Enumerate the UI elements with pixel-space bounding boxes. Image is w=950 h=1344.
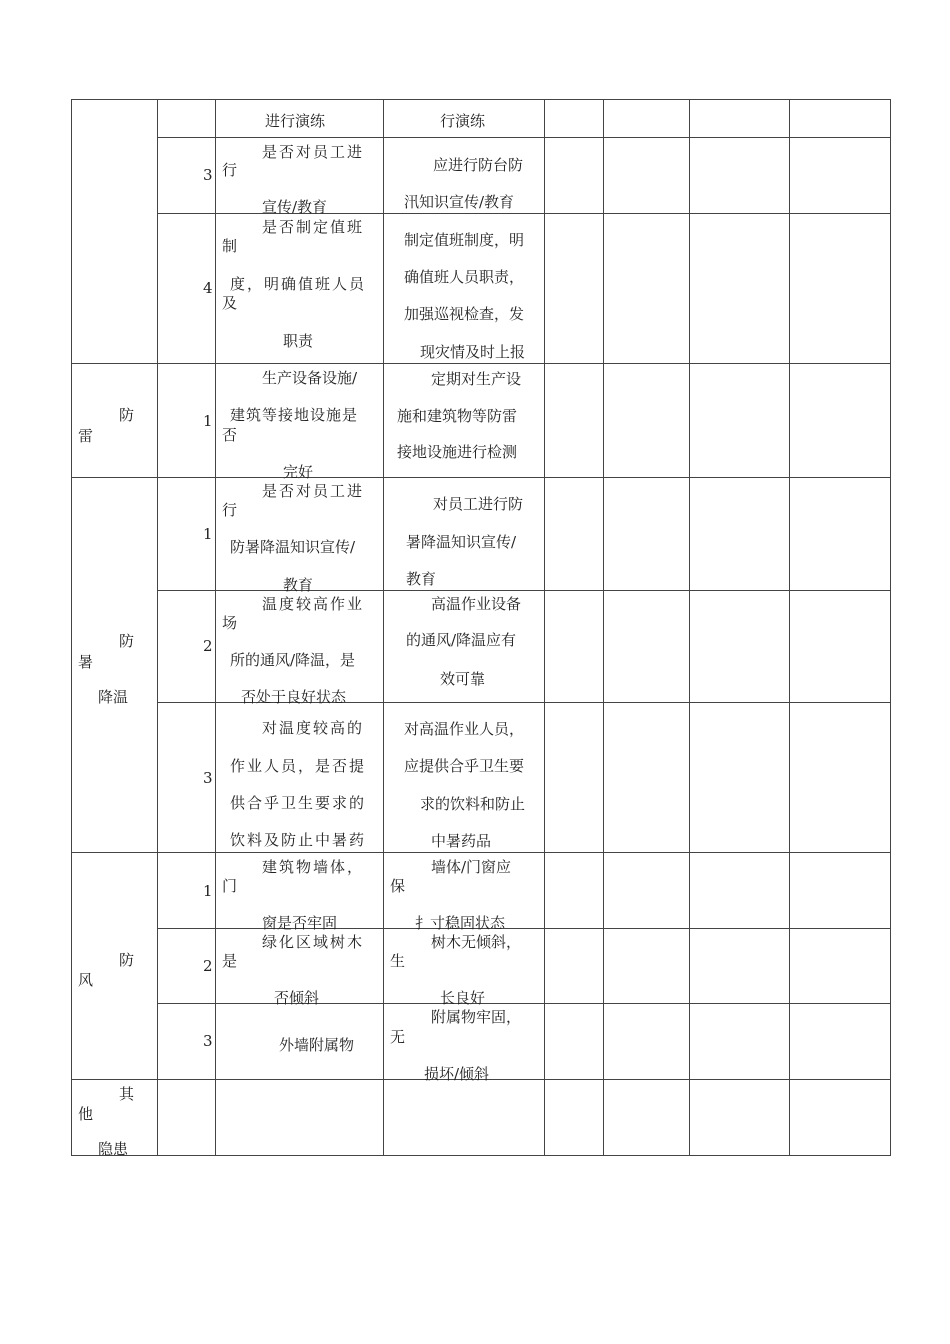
- requirement-text: 保: [390, 877, 406, 895]
- requirement-text: 求的饮料和防止: [420, 795, 526, 813]
- item-text: 饮料及防止中暑药: [230, 831, 367, 849]
- requirement-text: 长良好: [440, 989, 486, 1007]
- category-label: 防: [119, 632, 135, 650]
- item-text: 生产设备设施/: [262, 369, 358, 387]
- requirement-text: 教育: [406, 570, 437, 588]
- category-label: 其: [119, 1085, 135, 1103]
- requirement-text: 应进行防台防: [433, 156, 524, 174]
- item-text: 制: [222, 237, 238, 255]
- item-text: 绿化区域树木: [262, 933, 365, 951]
- item-text: 所的通风/降温，是: [230, 651, 356, 669]
- requirement-text: 确值班人员职责，: [404, 268, 525, 286]
- item-text: 是否对员工进: [262, 143, 365, 161]
- item-text: 否处于良好状态: [241, 688, 347, 706]
- category-label: 防: [119, 951, 135, 969]
- item-text: 行: [222, 501, 238, 519]
- row-number: 2: [203, 957, 213, 975]
- item-text: 进行演练: [265, 112, 326, 130]
- requirement-text: 暑降温知识宣传/: [406, 533, 517, 551]
- requirement-text: 墙体/门窗应: [431, 858, 512, 876]
- item-text: 防暑降温知识宣传/: [230, 538, 356, 556]
- requirement-text: 附属物牢固，: [431, 1008, 522, 1026]
- category-label: 风: [78, 971, 94, 989]
- item-text: 对温度较高的: [262, 719, 365, 737]
- category-label: 他: [78, 1105, 94, 1123]
- item-text: 宣传/教育: [262, 198, 328, 216]
- requirement-text: 无: [390, 1028, 406, 1046]
- requirement-text: 加强巡视检查，发: [404, 305, 525, 323]
- requirement-text: 制定值班制度，明: [404, 231, 525, 249]
- row-number: 3: [203, 166, 213, 184]
- category-label: 降温: [98, 688, 129, 706]
- row-number: 1: [203, 412, 213, 430]
- requirement-text: 中暑药品: [431, 832, 492, 850]
- item-text: 完好: [283, 463, 314, 481]
- item-text: 否倾斜: [274, 989, 320, 1007]
- requirement-text: 汛知识宣传/教育: [404, 193, 515, 211]
- item-text: 建筑等接地设施是: [230, 406, 359, 424]
- category-label: 隐患: [98, 1140, 129, 1158]
- row-number: 4: [203, 279, 213, 297]
- row-number: 1: [203, 882, 213, 900]
- item-text: 行: [222, 161, 238, 179]
- requirement-text: 高温作业设备: [431, 595, 522, 613]
- item-text: 教育: [283, 576, 314, 594]
- requirement-text: 接地设施进行检测: [397, 443, 518, 461]
- item-text: 度，明确值班人员: [230, 275, 367, 293]
- requirement-text: 的通风/降温应有: [406, 631, 517, 649]
- row-number: 2: [203, 637, 213, 655]
- item-text: 是否对员工进: [262, 482, 365, 500]
- requirement-text: 对高温作业人员，: [404, 720, 525, 738]
- category-label: 防: [119, 406, 135, 424]
- requirement-text: 生: [390, 952, 406, 970]
- requirement-text: 应提供合乎卫生要: [404, 757, 525, 775]
- requirement-text: 损坏/倾斜: [424, 1065, 490, 1083]
- category-label: 雷: [78, 427, 94, 445]
- item-text: 作业人员，是否提: [230, 757, 367, 775]
- requirement-text: 扌寸稳固状态: [415, 914, 506, 932]
- row-number: 3: [203, 769, 213, 787]
- item-text: 温度较高作业: [262, 595, 365, 613]
- item-text: 窗是否牢固: [262, 914, 338, 932]
- row-number: 1: [203, 525, 213, 543]
- requirement-text: 行演练: [440, 112, 486, 130]
- requirement-text: 现灾情及时上报: [420, 343, 526, 361]
- item-text: 供合乎卫生要求的: [230, 794, 367, 812]
- row-number: 3: [203, 1032, 213, 1050]
- item-text: 及: [222, 294, 238, 312]
- item-text: 场: [222, 614, 238, 632]
- requirement-text: 对员工进行防: [433, 495, 524, 513]
- item-text: 是: [222, 952, 238, 970]
- requirement-text: 施和建筑物等防雷: [397, 407, 518, 425]
- category-label: 暑: [78, 653, 94, 671]
- requirement-text: 定期对生产设: [431, 370, 522, 388]
- requirement-text: 树木无倾斜，: [431, 933, 522, 951]
- item-text: 门: [222, 877, 238, 895]
- item-text: 是否制定值班: [262, 218, 365, 236]
- item-text: 建筑物墙体，: [262, 858, 365, 876]
- item-text: 职责: [283, 332, 314, 350]
- requirement-text: 效可靠: [440, 670, 486, 688]
- item-text: 否: [222, 426, 238, 444]
- item-text: 外墙附属物: [279, 1036, 355, 1054]
